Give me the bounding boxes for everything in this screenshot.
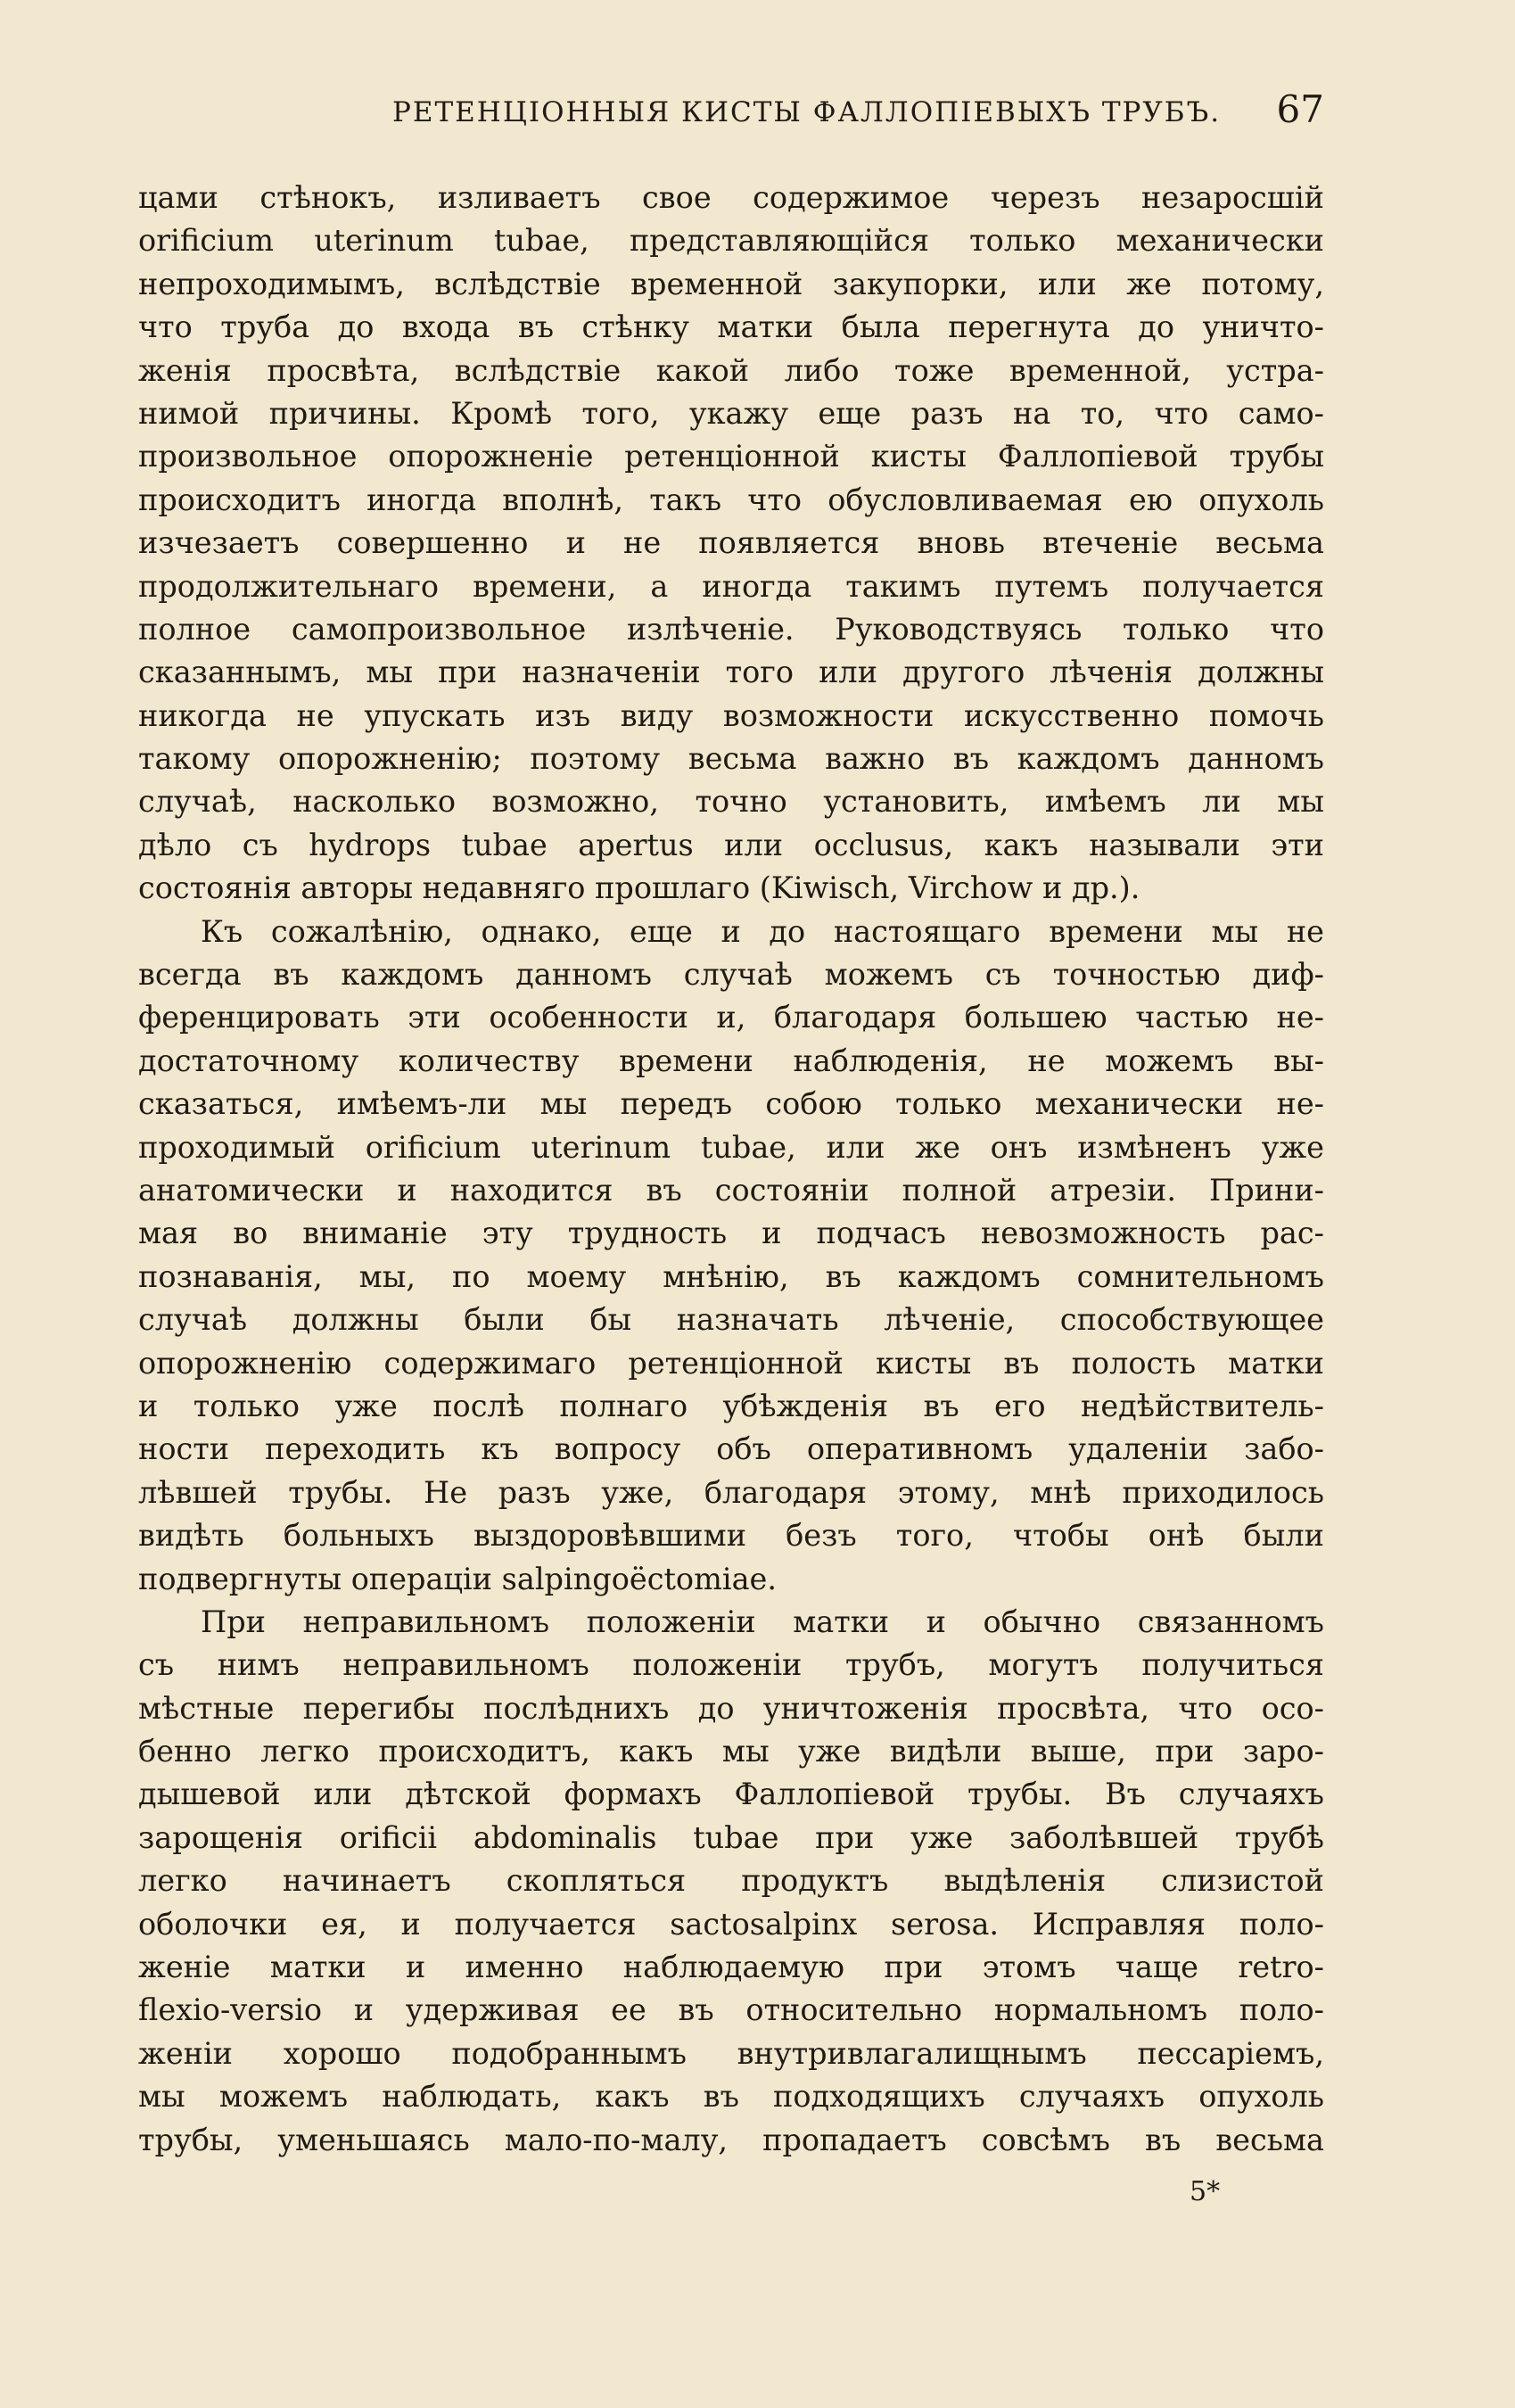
text-line: непроходимымъ, вслѣдствіе временной закупорки, или же потому, bbox=[138, 266, 1324, 301]
text-line: сказаться, имѣемъ-ли мы передъ собою только механически не- bbox=[138, 1086, 1324, 1122]
text-line: мѣстные перегибы послѣднихъ до уничтоженія просвѣта, что осо- bbox=[138, 1690, 1324, 1726]
page-header bbox=[138, 87, 1324, 141]
text-line: лѣвшей трубы. Не разъ уже, благодаря этому, мнѣ приходилось bbox=[138, 1474, 1324, 1510]
text-line: что труба до входа въ стѣнку матки была перегнута до уничто- bbox=[138, 309, 1324, 345]
text-line: женія просвѣта, вслѣдствіе какой либо тоже временной, устра- bbox=[138, 352, 1324, 388]
text-line: достаточному количеству времени наблюденія, не можемъ вы- bbox=[138, 1043, 1324, 1078]
text-line: При неправильномъ положеніи матки и обычно связанномъ bbox=[201, 1604, 1324, 1639]
text-line: нимой причины. Кромѣ того, укажу еще разъ на то, что само- bbox=[138, 395, 1324, 431]
text-line: легко начинаетъ скопляться продуктъ выдѣленія слизистой bbox=[138, 1863, 1324, 1899]
running-head: РЕТЕНЦІОННЫЯ КИСТЫ ФАЛЛОПІЕВЫХЪ ТРУБЪ. bbox=[392, 96, 1222, 128]
text-line: анатомически и находится въ состояніи полной атрезіи. Прини- bbox=[138, 1172, 1324, 1208]
text-line: и только уже послѣ полнаго убѣжденія въ его недѣйствитель- bbox=[138, 1388, 1324, 1423]
text-line: подвергнуты операціи salpingoëctomiae. bbox=[138, 1561, 778, 1596]
text-line: дышевой или дѣтской формахъ Фаллопіевой трубы. Въ случаяхъ bbox=[138, 1777, 1324, 1812]
text-line: orificium uterinum tubae, представляющійся только механически bbox=[138, 223, 1324, 259]
text-line: мы можемъ наблюдать, какъ въ подходящихъ случаяхъ опухоль bbox=[138, 2079, 1324, 2115]
text-line: происходитъ иногда вполнѣ, такъ что обусловливаемая ею опухоль bbox=[138, 482, 1324, 517]
text-line: сказаннымъ, мы при назначеніи того или другого лѣченія должны bbox=[138, 655, 1324, 690]
text-line: съ нимъ неправильномъ положеніи трубъ, могутъ получиться bbox=[138, 1647, 1324, 1683]
text-line: видѣть больныхъ выздоровѣвшими безъ того, чтобы онѣ были bbox=[138, 1518, 1324, 1554]
text-line: ференцировать эти особенности и, благодаря большею частью не- bbox=[138, 1000, 1324, 1035]
text-line: flexio-versio и удерживая ее въ относительно нормальномъ поло- bbox=[138, 1992, 1324, 2028]
text-line: состоянія авторы недавняго прошлаго (Kiwisch, Virchow и др.). bbox=[138, 870, 1140, 906]
text-line: случаѣ должны были бы назначать лѣченіе, способствующее bbox=[138, 1302, 1324, 1338]
text-line: изчезаетъ совершенно и не появляется вновь втеченіе весьма bbox=[138, 525, 1324, 561]
text-line: познаванія, мы, по моему мнѣнію, въ каждомъ сомнительномъ bbox=[138, 1258, 1324, 1294]
text-line: случаѣ, насколько возможно, точно установить, имѣемъ ли мы bbox=[138, 784, 1324, 820]
text-line: проходимый orificium uterinum tubae, или же онъ измѣненъ уже bbox=[138, 1129, 1324, 1165]
text-line: оболочки ея, и получается sactosalpinx serosa. Исправляя поло- bbox=[138, 1906, 1324, 1942]
text-line: зарощенія orificii abdominalis tubae при уже заболѣвшей трубѣ bbox=[138, 1819, 1324, 1855]
text-line: всегда въ каждомъ данномъ случаѣ можемъ съ точностью диф- bbox=[138, 957, 1324, 993]
text-line: Къ сожалѣнію, однако, еще и до настоящаго времени мы не bbox=[201, 913, 1324, 949]
text-line: мая во вниманіе эту трудность и подчасъ невозможность рас- bbox=[138, 1216, 1324, 1251]
text-line: продолжительнаго времени, а иногда такимъ путемъ получается bbox=[138, 568, 1324, 604]
signature-mark: 5* bbox=[1190, 2176, 1221, 2207]
text-line: произвольное опорожненіе ретенціонной кисты Фаллопіевой трубы bbox=[138, 439, 1324, 474]
text-line: бенно легко происходитъ, какъ мы уже видѣли выше, при заро- bbox=[138, 1734, 1324, 1769]
page-number: 67 bbox=[1276, 87, 1324, 131]
text-line: цами стѣнокъ, изливаетъ свое содержимое черезъ незаросшій bbox=[138, 180, 1324, 215]
text-line: ности переходить къ вопросу объ оперативномъ удаленіи забо- bbox=[138, 1431, 1324, 1467]
text-line: трубы, уменьшаясь мало-по-малу, пропадаетъ совсѣмъ въ весьма bbox=[138, 2122, 1324, 2157]
text-line: женіи хорошо подобраннымъ внутривлагалищнымъ пессаріемъ, bbox=[138, 2035, 1324, 2071]
text-line: никогда не упускать изъ виду возможности искусственно помочь bbox=[138, 697, 1324, 733]
text-line: полное самопроизвольное излѣченіе. Руководствуясь только что bbox=[138, 611, 1324, 647]
text-line: дѣло съ hydrops tubae apertus или occlusus, какъ называли эти bbox=[138, 827, 1324, 862]
text-line: женіе матки и именно наблюдаемую при этомъ чаще retro- bbox=[138, 1950, 1324, 1985]
text-line: опорожненію содержимаго ретенціонной кисты въ полость матки bbox=[138, 1345, 1324, 1381]
text-line: такому опорожненію; поэтому весьма важно въ каждомъ данномъ bbox=[138, 741, 1324, 777]
body-text bbox=[138, 177, 1324, 2162]
